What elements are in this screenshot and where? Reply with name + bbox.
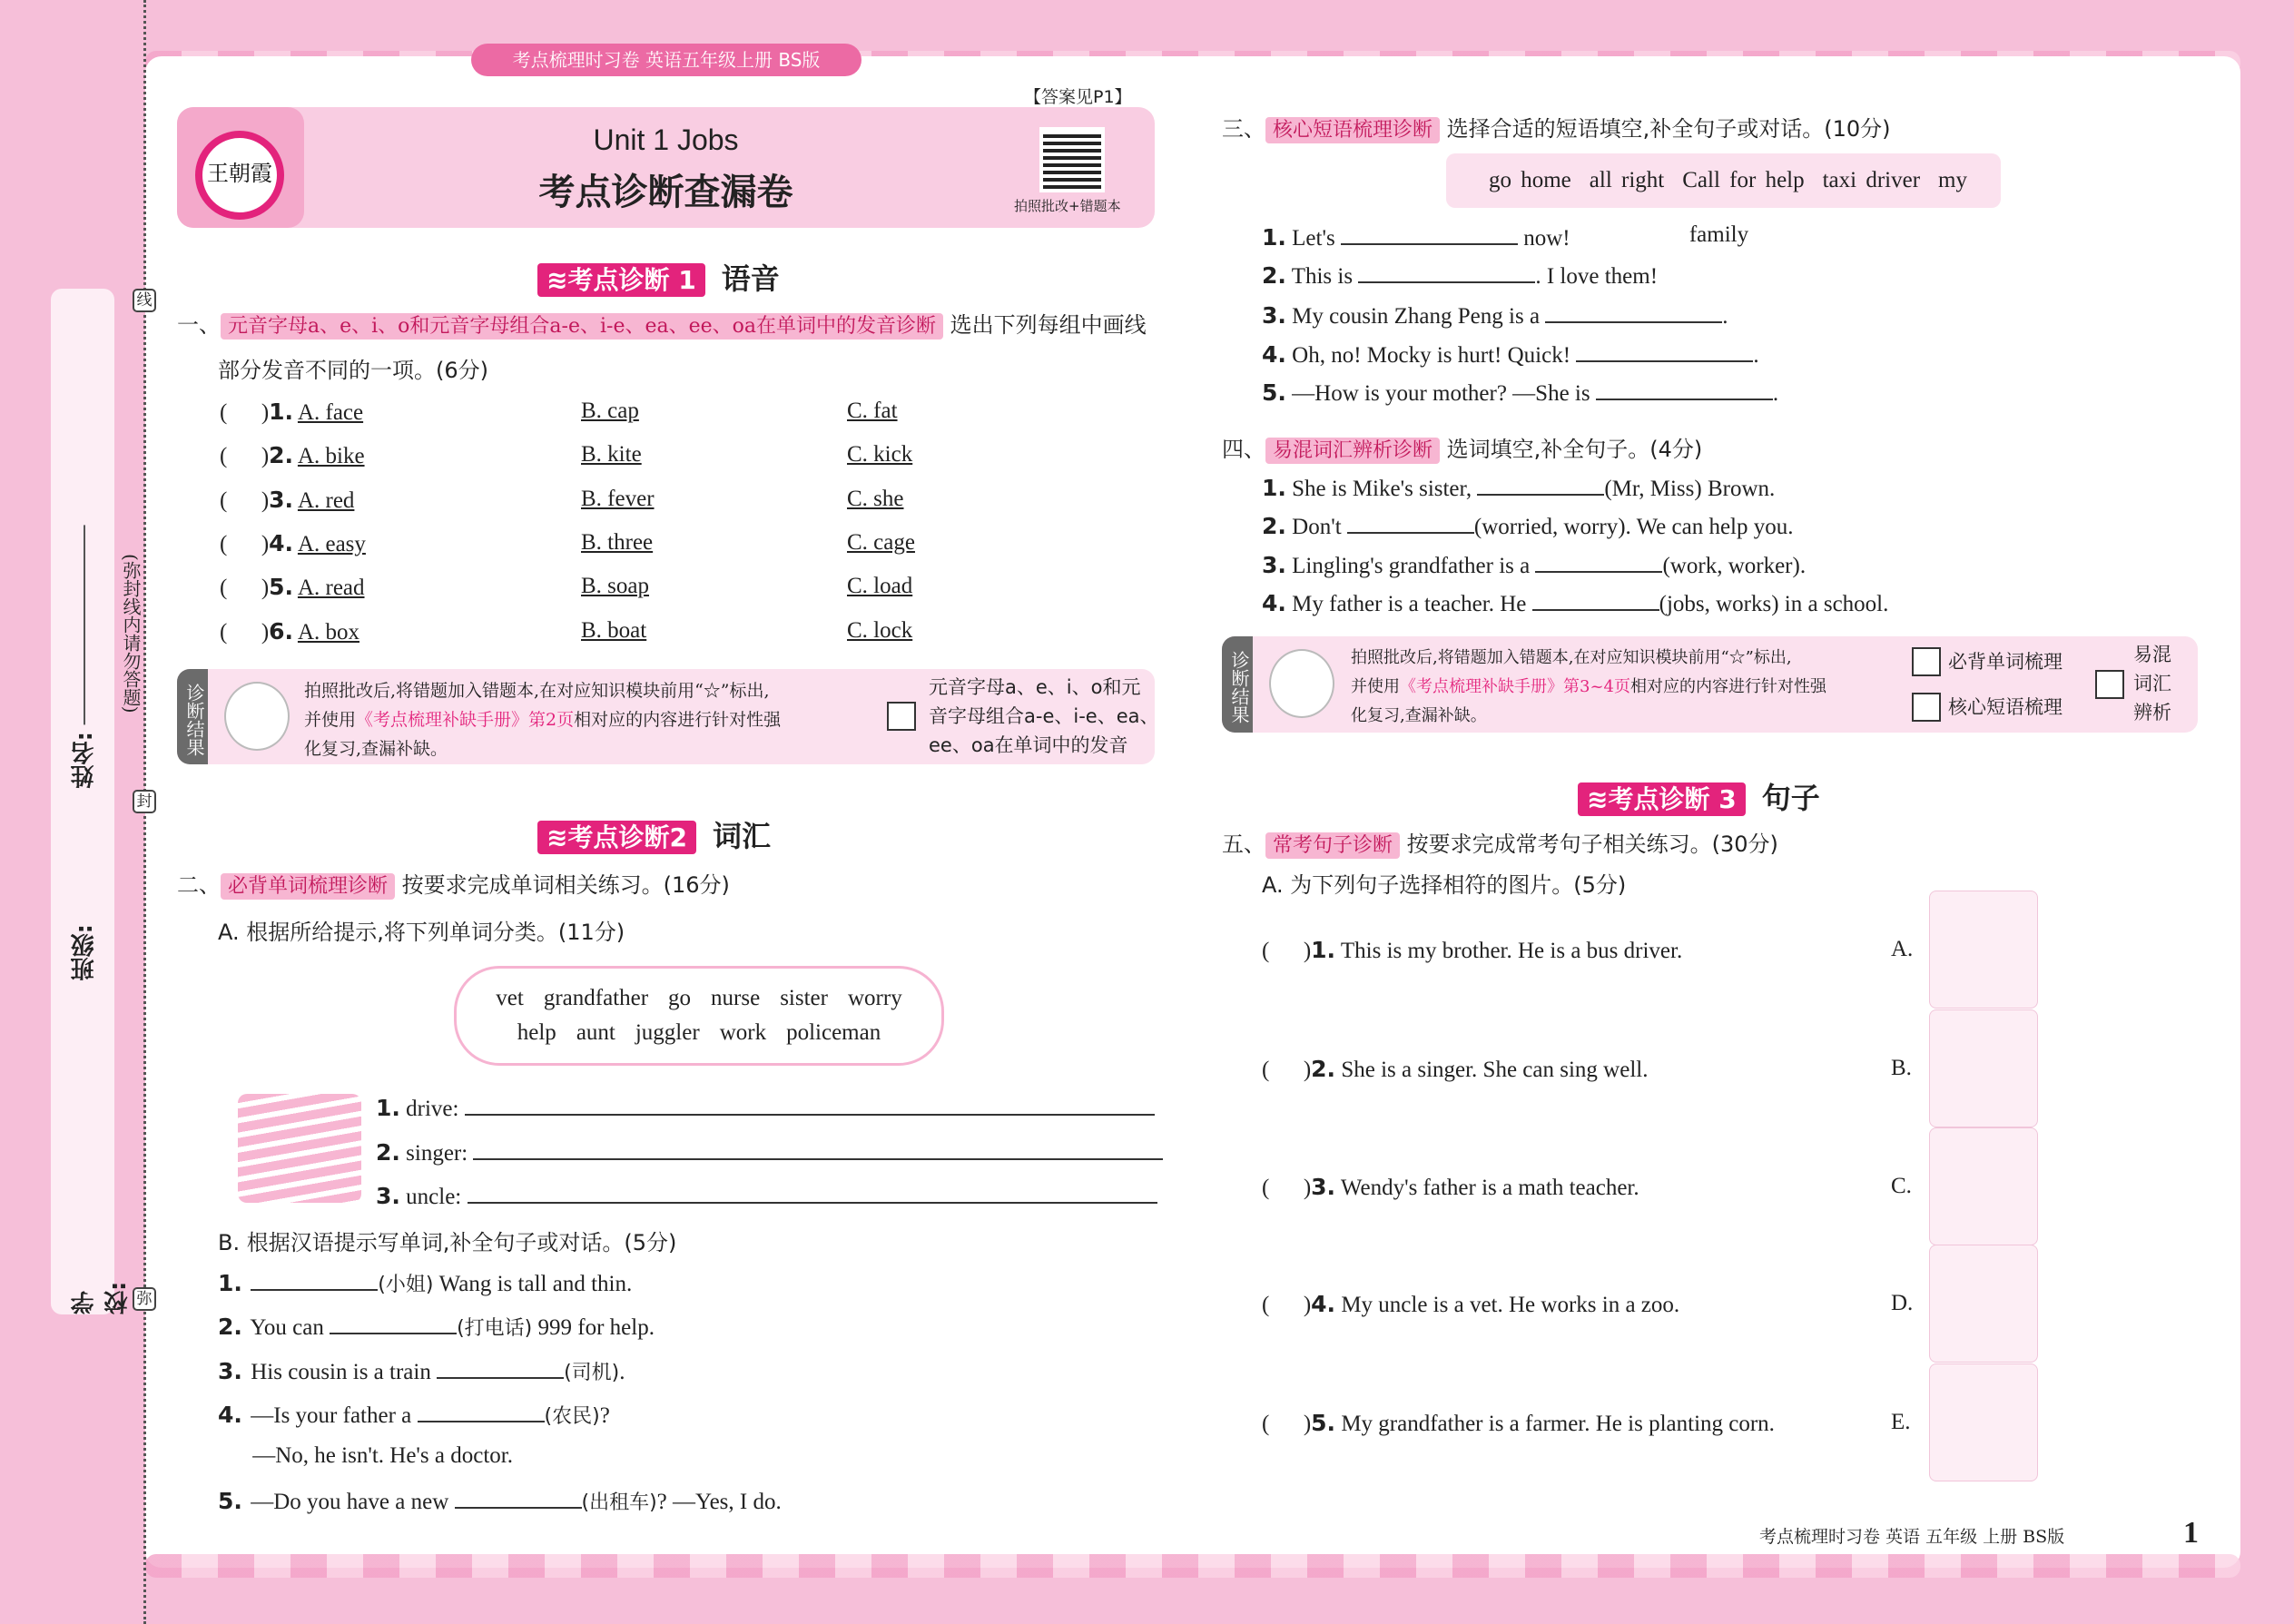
phrase-option: Call for help: [1682, 168, 1805, 192]
choice-question: ( )5. A. read: [220, 574, 365, 600]
topic-tag: 元音字母a、e、i、o和元音字母组合a-e、i-e、ea、ee、oa在单词中的发音诊断: [221, 313, 943, 340]
page-number: 1: [2183, 1516, 2199, 1550]
unit-title: Unit 1 Jobs: [593, 123, 739, 156]
answer-bracket[interactable]: ( ): [220, 576, 270, 600]
answer-blank[interactable]: [1358, 281, 1535, 283]
word-choice-item: 2. Don't (worried, worry). We can help you.: [1262, 513, 1794, 539]
answer-blank[interactable]: [418, 1421, 545, 1422]
option-c: C. she: [847, 487, 904, 511]
answer-blank[interactable]: [473, 1158, 1163, 1160]
school-label: 学校:: [71, 1281, 132, 1314]
option-b: B. fever: [581, 487, 655, 511]
answer-blank[interactable]: [1596, 399, 1773, 400]
name-label: 姓名:: [71, 732, 98, 789]
girl-avatar-icon: [1269, 649, 1334, 718]
choice-question: ( )2. A. bike: [220, 442, 365, 468]
option-c: C. lock: [847, 618, 913, 643]
word-bank-word: aunt: [576, 1020, 615, 1045]
phrase-fill-item: 2. This is . I love them!: [1262, 262, 1659, 289]
word-bank-word: help: [517, 1020, 556, 1045]
word-bank-word: work: [719, 1020, 767, 1045]
class-label: 班级:: [71, 924, 98, 981]
part-a-instruction: A. 根据所给提示,将下列单词分类。(11分): [218, 920, 625, 945]
phrase-option: all right: [1589, 168, 1665, 192]
job-illustration: [1929, 1127, 2038, 1245]
option-a: A. red: [297, 488, 355, 513]
seal-mark: 线: [133, 289, 156, 312]
answer-bracket[interactable]: ( ): [220, 620, 270, 645]
girl-avatar-icon: [224, 682, 290, 751]
seal-mark: 封: [133, 790, 156, 813]
section-1-heading: [537, 256, 780, 298]
option-b: B. kite: [581, 442, 642, 467]
fill-item: 2. You can (打电话) 999 for help.: [218, 1314, 655, 1340]
name-field[interactable]: [67, 525, 101, 788]
option-b: B. cap: [581, 399, 639, 423]
picture-letter: D.: [1891, 1291, 1914, 1315]
diagnosis-checkbox[interactable]: [887, 702, 916, 731]
job-illustration: [1929, 891, 2038, 1009]
option-c: C. cage: [847, 530, 915, 555]
question-4-header: 四、 易混词汇辨析诊断 选词填空,补全句子。(4分): [1222, 437, 1703, 462]
word-bank-word: juggler: [635, 1020, 700, 1045]
part-a-instruction: A. 为下列句子选择相符的图片。(5分): [1262, 872, 1627, 898]
answer-bracket[interactable]: ( ): [220, 532, 270, 556]
answer-blank[interactable]: [330, 1333, 457, 1334]
fill-item: 1. (小姐) Wang is tall and thin.: [218, 1270, 633, 1296]
section-2-heading: [537, 813, 771, 855]
option-c: C. kick: [847, 442, 913, 467]
answer-blank[interactable]: [1347, 532, 1474, 534]
choice-question: ( )6. A. box: [220, 618, 359, 645]
diagnosis-box-1: 诊断结果 拍照批改后,将错题加入错题本,在对应知识模块前用“☆”标出, 并使用《考点梳理补缺手册》第2页相对应的内容进行针对性强 化复习,查漏补缺。 元音字母a、e、i、o和元 音字母组合a-e、i-e、ea、 ee、oa在单词中的发音: [177, 669, 1155, 764]
job-illustration: [1929, 1009, 2038, 1127]
section-tag: ≋考点诊断 3: [1578, 782, 1746, 816]
picture-letter: C.: [1891, 1174, 1912, 1198]
classify-item: 1. drive:: [376, 1095, 1155, 1122]
checkbox-confusables[interactable]: [2095, 670, 2124, 699]
choice-question: ( )4. A. easy: [220, 530, 366, 556]
series-banner: 考点梳理时习卷 英语五年级上册 BS版: [471, 44, 861, 76]
option-b: B. boat: [581, 618, 647, 643]
section-title: 语音: [721, 261, 780, 296]
word-bank-word: nurse: [711, 986, 761, 1010]
footer-text: 考点梳理时习卷 英语 五年级 上册 BS版: [1759, 1527, 2065, 1547]
option-b: B. three: [581, 530, 654, 555]
phrase-option: my family: [1689, 168, 1967, 247]
answer-blank[interactable]: [437, 1377, 564, 1379]
answer-bracket[interactable]: ( ): [220, 488, 270, 513]
word-choice-item: 1. She is Mike's sister, (Mr, Miss) Brown.: [1262, 475, 1776, 501]
answer-blank[interactable]: [465, 1114, 1155, 1116]
option-c: C. fat: [847, 399, 898, 423]
answer-bracket[interactable]: ( ): [1262, 1293, 1312, 1317]
word-bank-word: go: [668, 986, 692, 1010]
option-a: A. face: [297, 400, 364, 425]
answer-blank[interactable]: [455, 1507, 582, 1509]
word-bank-word: worry: [847, 986, 902, 1010]
option-a: A. easy: [297, 532, 366, 556]
diagnosis-box-2: 诊断结果 拍照批改后,将错题加入错题本,在对应知识模块前用“☆”标出, 并使用《考点梳理补缺手册》第3~4页相对应的内容进行针对性强 化复习,查漏补缺。 必背单词梳理 核心短语梳理 易混 词汇 辨析: [1222, 636, 2198, 733]
answer-bracket[interactable]: ( ): [1262, 1058, 1312, 1082]
answer-bracket[interactable]: ( ): [220, 444, 270, 468]
answer-blank[interactable]: [1535, 571, 1662, 573]
classify-item: 2. singer:: [376, 1139, 1163, 1166]
seal-mark: 弥: [133, 1287, 156, 1311]
answer-blank[interactable]: [1532, 609, 1659, 611]
fill-item: —No, he isn't. He's a doctor.: [252, 1443, 513, 1468]
picture-match-item: ( )4. My uncle is a vet. He works in a zoo.: [1262, 1291, 1680, 1317]
classify-item: 3. uncle:: [376, 1183, 1157, 1210]
picture-match-item: ( )1. This is my brother. He is a bus driver.: [1262, 937, 1683, 963]
answer-bracket[interactable]: ( ): [1262, 939, 1312, 963]
question-1-header: 一、 元音字母a、e、i、o和元音字母组合a-e、i-e、ea、ee、oa在单词中的发音诊断 选出下列每组中画线: [177, 312, 1147, 338]
phrase-fill-item: 1. Let's now!: [1262, 224, 1570, 251]
books-illustration: [238, 1094, 361, 1203]
fill-item: 5. —Do you have a new (出租车)? —Yes, I do.: [218, 1488, 782, 1514]
checkbox-phrases[interactable]: [1912, 693, 1941, 722]
class-field[interactable]: [67, 924, 101, 980]
answer-blank[interactable]: [1545, 321, 1722, 323]
picture-letter: A.: [1891, 937, 1914, 961]
option-a: A. read: [297, 576, 365, 600]
picture-match-item: ( )3. Wendy's father is a math teacher.: [1262, 1174, 1639, 1200]
title-banner: [177, 107, 1155, 228]
section-tag: ≋考点诊断2: [537, 821, 696, 854]
word-bank-word: sister: [780, 986, 828, 1010]
answer-blank[interactable]: [1341, 243, 1518, 245]
section-3-heading: [1578, 775, 1820, 817]
section-title: 句子: [1761, 781, 1820, 815]
word-bank-word: vet: [496, 986, 524, 1010]
qr-code[interactable]: [1039, 127, 1105, 192]
question-3-header: 三、 核心短语梳理诊断 选择合适的短语填空,补全句子或对话。(10分): [1222, 116, 1891, 142]
part-b-instruction: B. 根据汉语提示写单词,补全句子或对话。(5分): [218, 1230, 677, 1255]
qr-caption: 拍照批改+错题本: [1014, 198, 1121, 214]
section-title: 词汇: [712, 819, 771, 853]
picture-match-item: ( )2. She is a singer. She can sing well.: [1262, 1056, 1649, 1082]
choice-question: ( )1. A. face: [220, 399, 364, 425]
fill-item: 4. —Is your father a (农民)?: [218, 1402, 610, 1428]
option-c: C. load: [847, 574, 913, 598]
word-choice-item: 3. Lingling's grandfather is a (work, worker).: [1262, 552, 1807, 578]
choice-question: ( )3. A. red: [220, 487, 355, 513]
answer-blank[interactable]: [1576, 360, 1753, 362]
answer-bracket[interactable]: ( ): [220, 400, 270, 425]
logo-text: 王朝霞: [195, 131, 284, 220]
option-a: A. box: [297, 620, 359, 645]
checkbox-vocab[interactable]: [1912, 647, 1941, 676]
diagnosis-label: 诊断结果: [177, 669, 208, 764]
option-a: A. bike: [297, 444, 365, 468]
option-b: B. soap: [581, 574, 649, 598]
phrase-option: taxi driver: [1822, 168, 1921, 192]
option-label: 核心短语梳理: [1948, 696, 2063, 718]
answer-bracket[interactable]: ( ): [1262, 1176, 1312, 1200]
phrase-fill-item: 5. —How is your mother? —She is .: [1262, 379, 1779, 406]
phrase-option: go home: [1488, 168, 1571, 192]
picture-letter: B.: [1891, 1056, 1912, 1080]
answer-blank[interactable]: [468, 1202, 1157, 1204]
word-bank-word: grandfather: [543, 986, 649, 1010]
word-choice-item: 4. My father is a teacher. He (jobs, works) in a school.: [1262, 590, 1889, 616]
option-label: 必背单词梳理: [1948, 651, 2063, 673]
fill-item: 3. His cousin is a train (司机).: [218, 1358, 625, 1384]
answer-reference: 【答案见P1】: [1024, 87, 1132, 107]
word-bank-cloud: [454, 966, 944, 1066]
phrase-bank: [1446, 153, 2001, 247]
school-field[interactable]: [67, 1269, 134, 1314]
answer-blank[interactable]: [1477, 494, 1604, 496]
word-bank-word: policeman: [786, 1020, 881, 1045]
picture-letter: E.: [1891, 1410, 1911, 1434]
picture-match-item: ( )5. My grandfather is a farmer. He is planting corn.: [1262, 1410, 1775, 1436]
job-illustration: [1929, 1245, 2038, 1363]
seal-notice: (弥封线内请勿答题): [120, 554, 142, 714]
question-1-instruction: 部分发音不同的一项。(6分): [218, 358, 488, 383]
answer-bracket[interactable]: ( ): [1262, 1412, 1312, 1436]
bottom-wave-border: [145, 1554, 2240, 1578]
page-title: 考点诊断查漏卷: [538, 172, 793, 213]
answer-blank[interactable]: [251, 1289, 378, 1291]
question-2-header: 二、 必背单词梳理诊断 按要求完成单词相关练习。(16分): [177, 872, 730, 898]
job-illustration: [1929, 1363, 2038, 1481]
phrase-fill-item: 4. Oh, no! Mocky is hurt! Quick! .: [1262, 341, 1759, 368]
question-5-header: 五、 常考句子诊断 按要求完成常考句子相关练习。(30分): [1222, 832, 1778, 857]
section-tag: ≋考点诊断 1: [537, 263, 705, 297]
phrase-fill-item: 3. My cousin Zhang Peng is a .: [1262, 302, 1728, 329]
worksheet-page: [145, 56, 2240, 1568]
name-line: [84, 525, 85, 724]
